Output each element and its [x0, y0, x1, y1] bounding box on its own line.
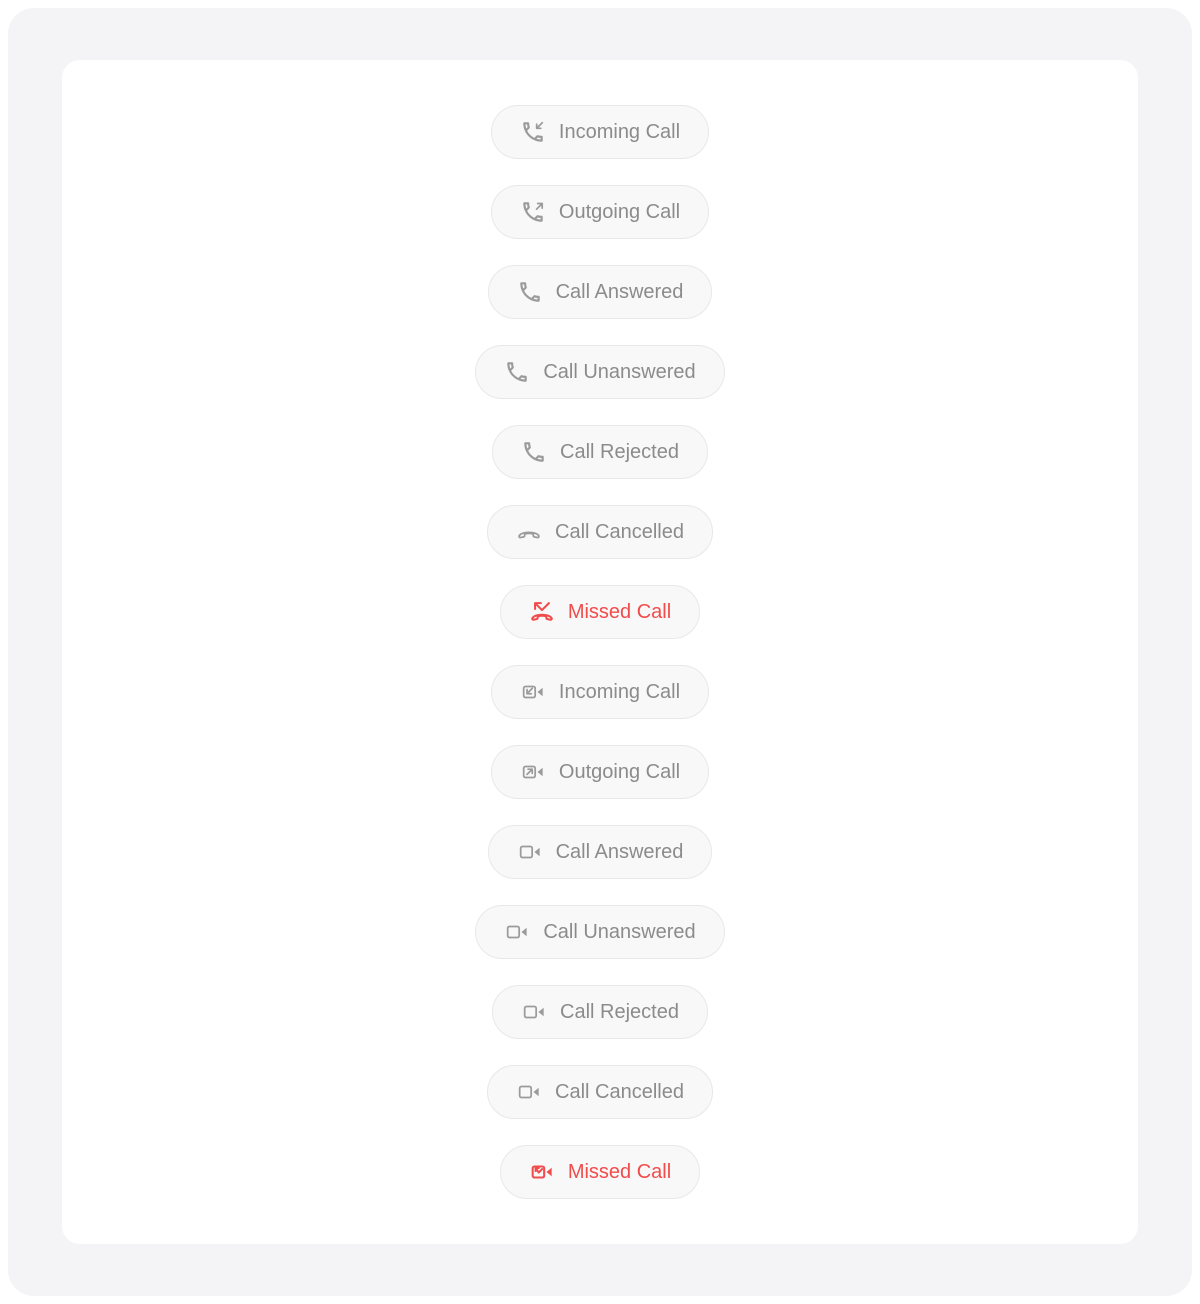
call-chip-video-outgoing-call[interactable]	[491, 745, 709, 799]
call-chip-video-missed-call[interactable]	[500, 1145, 700, 1199]
call-chip-audio-call-answered[interactable]	[488, 265, 713, 319]
chip-label: Call Cancelled	[555, 1080, 684, 1103]
page-frame	[8, 8, 1192, 1296]
video-icon	[517, 839, 543, 865]
chip-label: Call Unanswered	[543, 920, 696, 943]
video-icon	[521, 999, 547, 1025]
chip-label: Outgoing Call	[558, 200, 681, 223]
chip-label: Call Rejected	[560, 1000, 679, 1023]
call-chip-audio-call-cancelled[interactable]	[487, 505, 713, 559]
chip-label: Call Answered	[555, 840, 684, 863]
call-chip-video-call-cancelled[interactable]	[487, 1065, 713, 1119]
call-chip-audio-outgoing-call[interactable]	[491, 185, 709, 239]
chip-label: Incoming Call	[558, 680, 681, 703]
phone-end-icon	[516, 519, 542, 545]
phone-outgoing-icon	[520, 199, 546, 225]
chip-label: Call Rejected	[560, 440, 679, 463]
chip-label: Outgoing Call	[558, 760, 681, 783]
video-icon	[516, 1079, 542, 1105]
call-chip-video-call-answered[interactable]	[488, 825, 713, 879]
call-status-chip-list	[62, 60, 1138, 1244]
phone-icon	[517, 279, 543, 305]
chip-label: Call Answered	[555, 280, 684, 303]
phone-icon	[521, 439, 547, 465]
call-chip-video-call-unanswered[interactable]	[475, 905, 724, 959]
call-chip-audio-call-unanswered[interactable]	[475, 345, 724, 399]
call-chip-video-call-rejected[interactable]	[492, 985, 708, 1039]
phone-incoming-icon	[520, 119, 546, 145]
video-outgoing-icon	[520, 759, 546, 785]
chip-label: Missed Call	[567, 1160, 672, 1183]
chip-label: Missed Call	[567, 600, 672, 623]
phone-missed-icon	[529, 599, 555, 625]
call-chip-audio-incoming-call[interactable]	[491, 105, 709, 159]
video-incoming-icon	[520, 679, 546, 705]
call-chip-audio-missed-call[interactable]	[500, 585, 700, 639]
chip-label: Incoming Call	[558, 120, 681, 143]
chip-label: Call Unanswered	[543, 360, 696, 383]
phone-icon	[504, 359, 530, 385]
call-chip-audio-call-rejected[interactable]	[492, 425, 708, 479]
call-chip-video-incoming-call[interactable]	[491, 665, 709, 719]
chip-label: Call Cancelled	[555, 520, 684, 543]
video-icon	[504, 919, 530, 945]
video-missed-icon	[529, 1159, 555, 1185]
